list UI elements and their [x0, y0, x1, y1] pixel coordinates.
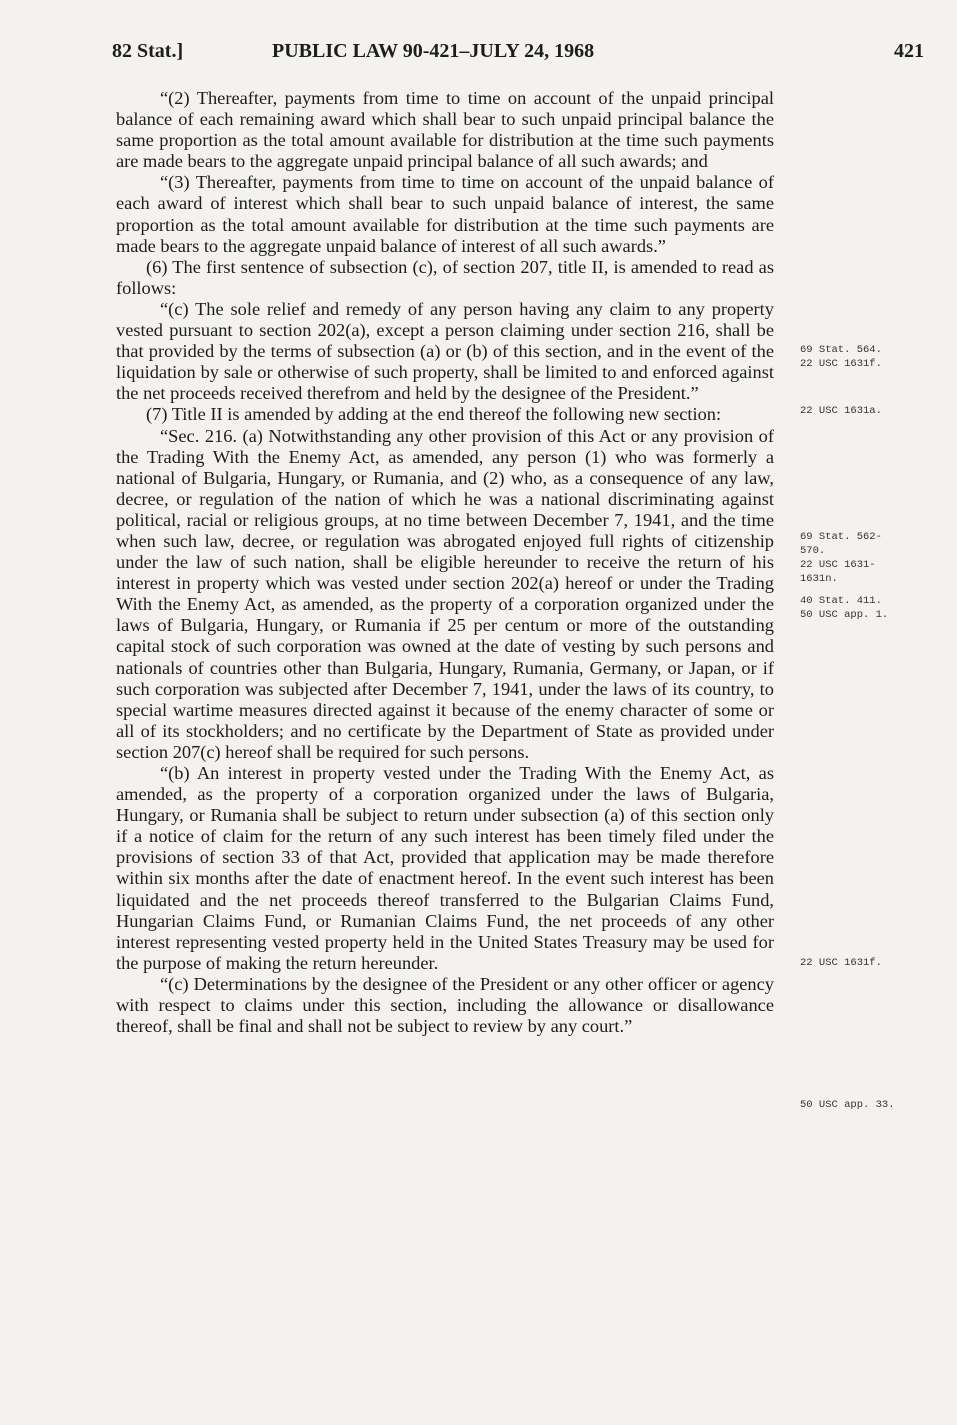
law-body-text: [116, 88, 774, 1037]
law-title: PUBLIC LAW 90-421–JULY 24, 1968: [272, 40, 595, 62]
paragraph-subsection-c: “(c) The sole relief and remedy of any person having any claim to any property vested pursuant to section 202(a), except a person claiming under section 216, shall be that provided by the terms of subsection (a) or (b) of this section, and in the event of the liquidation by sale or otherwise of such property, shall be limited to and enforced against the net proceeds received therefrom and held by the designee of the President.”: [116, 298, 774, 404]
margin-note: 22 USC 1631a.: [800, 405, 882, 417]
margin-note: 69 Stat. 562- 570. 22 USC 1631- 1631n.: [800, 531, 882, 585]
paragraph-7-amendment: (7) Title II is amended by adding at the end thereof the following new section:: [146, 404, 722, 425]
paragraph-2-payments: “(2) Thereafter, payments from time to time on account of the unpaid principal balance of each remaining award which shall bear to such unpaid principal balance the same proportion as the total amount available for distribution at the time such payments are made bears to the aggregate unpaid principal balance of all such awards; and: [116, 88, 774, 172]
paragraph-6-amendment: (6) The first sentence of subsection (c), of section 207, title II, is amended to read as follows:: [116, 256, 774, 298]
margin-note: 40 Stat. 411. 50 USC app. 1.: [800, 595, 889, 621]
paragraph-sec-216-a: “Sec. 216. (a) Notwithstanding any other provision of this Act or any provision of the Trading With the Enemy Act, as amended, any person (1) who was formerly a national of Bulgaria, Hungary, or Rumania, and (2) who, as a consequence of any law, decree, or regulation of the nation of which he was a national discriminating against political, racial or religious groups, at no time between December 7, 1941, and the time when such law, decree, or regulation was abrogated enjoyed full rights of citizenship under the law of such nation, shall be eligible hereunder to receive the return of his interest in property which was vested under section 202(a) hereof or under the Trading With the Enemy Act, as amended, as the property of a corporation organized under the laws of Bulgaria, Hungary, or Rumania if 25 per centum or more of the outstanding capital stock of such corporation was owned at the date of vesting by such persons and nationals of countries other than Bulgaria, Hungary, Rumania, Germany, or Japan, or if such corporation was subjected after December 7, 1941, under the laws of its country, to special wartime measures directed against it because of the enemy character of some or all of its stockholders; and no certificate by the Department of State as provided under section 207(c) hereof shall be required for such persons.: [116, 425, 774, 762]
paragraph-sec-216-c: “(c) Determinations by the designee of the President or any other officer or agency with respect to claims under this section, including the allowance or disallowance thereof, shall be final and shall not be subject to review by any court.”: [116, 973, 774, 1037]
statute-reference: 82 Stat.]: [112, 40, 184, 62]
page-number: 421: [894, 40, 924, 62]
margin-note: 69 Stat. 564. 22 USC 1631f.: [800, 344, 882, 370]
paragraph-3-payments: “(3) Thereafter, payments from time to time on account of the unpaid balance of each award of interest which shall bear to such unpaid balance of interest, the same proportion as the total amount available for distribution at the time such payments are made bears to the aggregate unpaid balance of interest of all such awards.”: [116, 172, 774, 256]
paragraph-sec-216-b: “(b) An interest in property vested under the Trading With the Enemy Act, as amended, as the property of a corporation organized under the laws of Bulgaria, Hungary, or Rumania shall be subject to return under subsection (a) of this section only if a notice of claim for the return of any such interest has been timely filed under the provisions of section 33 of that Act, provided that application may be made therefore within six months after the date of enactment hereof. In the event such interest has been liquidated and the net proceeds thereof transferred to the Bulgarian Claims Fund, Hungarian Claims Fund, or Rumanian Claims Fund, the net proceeds of any other interest representing vested property held in the United States Treasury may be used for the purpose of making the return hereunder.: [116, 763, 774, 973]
margin-note: 22 USC 1631f.: [800, 957, 882, 969]
page-header: [112, 40, 924, 70]
margin-note: 50 USC app. 33.: [800, 1099, 895, 1111]
